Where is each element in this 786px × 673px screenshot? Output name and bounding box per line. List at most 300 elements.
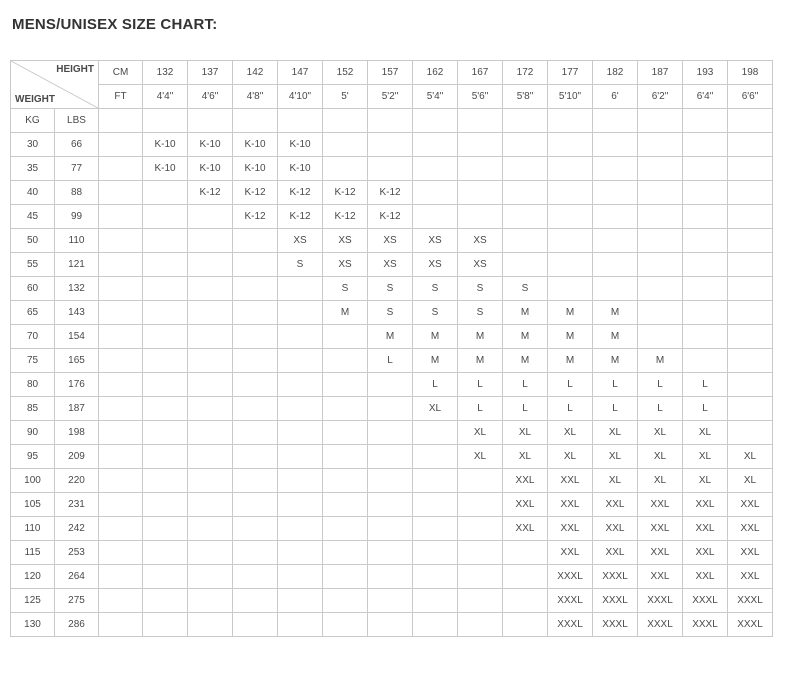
empty-cell xyxy=(143,277,188,301)
weight-lbs-13: 209 xyxy=(55,445,99,469)
table-row xyxy=(11,397,773,421)
empty-cell xyxy=(413,493,458,517)
empty-cell xyxy=(683,133,728,157)
empty-cell xyxy=(233,301,278,325)
size-cell-6-7: S xyxy=(413,277,458,301)
empty-cell xyxy=(548,229,593,253)
table-row xyxy=(11,613,773,637)
empty-cell xyxy=(233,541,278,565)
empty-cell xyxy=(278,421,323,445)
unit-header-lbs: LBS xyxy=(55,109,99,133)
weight-lbs-9: 165 xyxy=(55,349,99,373)
empty-cell xyxy=(458,493,503,517)
size-cell-10-8: L xyxy=(458,373,503,397)
empty-cell xyxy=(233,589,278,613)
size-cell-16-9: XXL xyxy=(503,517,548,541)
table-row xyxy=(11,445,773,469)
size-cell-16-11: XXL xyxy=(593,517,638,541)
size-cell-9-8: M xyxy=(458,349,503,373)
weight-kg-15: 105 xyxy=(11,493,55,517)
empty-cell xyxy=(413,157,458,181)
empty-cell xyxy=(503,205,548,229)
empty-cell xyxy=(99,589,143,613)
empty-cell xyxy=(728,229,773,253)
weight-lbs-6: 132 xyxy=(55,277,99,301)
empty-cell xyxy=(368,541,413,565)
size-cell-5-6: XS xyxy=(368,253,413,277)
empty-cell xyxy=(458,517,503,541)
size-cell-11-13: L xyxy=(683,397,728,421)
size-cell-11-8: L xyxy=(458,397,503,421)
size-cell-12-13: XL xyxy=(683,421,728,445)
empty-cell xyxy=(143,445,188,469)
empty-cell xyxy=(99,181,143,205)
empty-cell xyxy=(278,541,323,565)
empty-cell xyxy=(413,205,458,229)
size-cell-19-10: XXXL xyxy=(548,589,593,613)
weight-lbs-18: 264 xyxy=(55,565,99,589)
empty-cell xyxy=(368,373,413,397)
size-cell-5-4: S xyxy=(278,253,323,277)
height-cm-header-1: 137 xyxy=(188,61,233,85)
size-cell-2-6: K-12 xyxy=(368,181,413,205)
height-cm-header-8: 172 xyxy=(503,61,548,85)
empty-cell xyxy=(593,157,638,181)
size-cell-9-11: M xyxy=(593,349,638,373)
empty-cell xyxy=(728,181,773,205)
empty-cell xyxy=(323,133,368,157)
empty-cell xyxy=(323,349,368,373)
size-cell-15-12: XXL xyxy=(638,493,683,517)
height-ft-header-8: 5'8" xyxy=(503,85,548,109)
size-cell-2-3: K-12 xyxy=(233,181,278,205)
empty-cell xyxy=(413,565,458,589)
weight-lbs-8: 154 xyxy=(55,325,99,349)
empty-cell xyxy=(728,133,773,157)
empty-cell xyxy=(323,157,368,181)
size-cell-15-13: XXL xyxy=(683,493,728,517)
empty-cell xyxy=(368,517,413,541)
table-row xyxy=(11,541,773,565)
empty-cell xyxy=(323,493,368,517)
size-cell-15-14: XXL xyxy=(728,493,773,517)
empty-cell xyxy=(413,445,458,469)
table-row xyxy=(11,325,773,349)
empty-cell xyxy=(233,277,278,301)
height-ft-header-1: 4'6" xyxy=(188,85,233,109)
height-ft-header-7: 5'6" xyxy=(458,85,503,109)
size-cell-17-14: XXL xyxy=(728,541,773,565)
size-cell-14-10: XXL xyxy=(548,469,593,493)
size-cell-18-11: XXXL xyxy=(593,565,638,589)
size-cell-7-11: M xyxy=(593,301,638,325)
spacer-cell xyxy=(368,109,413,133)
spacer-cell xyxy=(683,109,728,133)
weight-axis-label: WEIGHT xyxy=(15,94,55,105)
empty-cell xyxy=(323,373,368,397)
weight-kg-10: 80 xyxy=(11,373,55,397)
weight-kg-1: 35 xyxy=(11,157,55,181)
empty-cell xyxy=(143,469,188,493)
size-cell-14-14: XL xyxy=(728,469,773,493)
table-row xyxy=(11,301,773,325)
table-row xyxy=(11,565,773,589)
size-cell-2-5: K-12 xyxy=(323,181,368,205)
empty-cell xyxy=(323,325,368,349)
size-cell-15-11: XXL xyxy=(593,493,638,517)
empty-cell xyxy=(503,157,548,181)
empty-cell xyxy=(143,181,188,205)
weight-lbs-3: 99 xyxy=(55,205,99,229)
empty-cell xyxy=(143,325,188,349)
spacer-cell xyxy=(458,109,503,133)
empty-cell xyxy=(458,157,503,181)
empty-cell xyxy=(99,253,143,277)
size-cell-18-14: XXL xyxy=(728,565,773,589)
weight-kg-7: 65 xyxy=(11,301,55,325)
size-chart-body xyxy=(11,61,773,637)
size-cell-4-5: XS xyxy=(323,229,368,253)
empty-cell xyxy=(458,565,503,589)
spacer-cell xyxy=(233,109,278,133)
weight-kg-14: 100 xyxy=(11,469,55,493)
empty-cell xyxy=(503,541,548,565)
empty-cell xyxy=(683,229,728,253)
empty-cell xyxy=(503,613,548,637)
size-cell-19-11: XXXL xyxy=(593,589,638,613)
height-ft-header-6: 5'4" xyxy=(413,85,458,109)
unit-header-ft: FT xyxy=(99,85,143,109)
table-row xyxy=(11,373,773,397)
spacer-cell xyxy=(323,109,368,133)
height-ft-header-12: 6'4" xyxy=(683,85,728,109)
empty-cell xyxy=(638,325,683,349)
size-cell-20-14: XXXL xyxy=(728,613,773,637)
size-cell-13-12: XL xyxy=(638,445,683,469)
empty-cell xyxy=(728,397,773,421)
empty-cell xyxy=(323,517,368,541)
size-cell-11-7: XL xyxy=(413,397,458,421)
size-cell-8-6: M xyxy=(368,325,413,349)
empty-cell xyxy=(233,565,278,589)
spacer-cell xyxy=(503,109,548,133)
weight-lbs-20: 286 xyxy=(55,613,99,637)
size-cell-14-11: XL xyxy=(593,469,638,493)
empty-cell xyxy=(233,613,278,637)
size-cell-18-12: XXL xyxy=(638,565,683,589)
weight-lbs-16: 242 xyxy=(55,517,99,541)
empty-cell xyxy=(143,253,188,277)
weight-kg-3: 45 xyxy=(11,205,55,229)
empty-cell xyxy=(188,541,233,565)
weight-kg-0: 30 xyxy=(11,133,55,157)
table-row xyxy=(11,205,773,229)
empty-cell xyxy=(188,229,233,253)
height-ft-header-2: 4'8" xyxy=(233,85,278,109)
weight-lbs-14: 220 xyxy=(55,469,99,493)
height-cm-header-5: 157 xyxy=(368,61,413,85)
size-cell-9-10: M xyxy=(548,349,593,373)
empty-cell xyxy=(278,445,323,469)
empty-cell xyxy=(593,205,638,229)
weight-lbs-5: 121 xyxy=(55,253,99,277)
empty-cell xyxy=(683,325,728,349)
empty-cell xyxy=(188,565,233,589)
spacer-cell xyxy=(278,109,323,133)
empty-cell xyxy=(278,277,323,301)
empty-cell xyxy=(728,325,773,349)
empty-cell xyxy=(143,493,188,517)
size-cell-11-10: L xyxy=(548,397,593,421)
size-chart-container xyxy=(10,60,773,637)
size-cell-17-10: XXL xyxy=(548,541,593,565)
table-row xyxy=(11,229,773,253)
empty-cell xyxy=(188,205,233,229)
empty-cell xyxy=(683,205,728,229)
size-cell-10-13: L xyxy=(683,373,728,397)
empty-cell xyxy=(143,349,188,373)
empty-cell xyxy=(593,181,638,205)
spacer-cell xyxy=(99,109,143,133)
size-cell-8-8: M xyxy=(458,325,503,349)
empty-cell xyxy=(143,373,188,397)
size-cell-19-12: XXXL xyxy=(638,589,683,613)
empty-cell xyxy=(728,373,773,397)
empty-cell xyxy=(99,397,143,421)
table-row xyxy=(11,157,773,181)
empty-cell xyxy=(728,157,773,181)
empty-cell xyxy=(548,133,593,157)
weight-lbs-12: 198 xyxy=(55,421,99,445)
empty-cell xyxy=(233,421,278,445)
height-cm-header-4: 152 xyxy=(323,61,368,85)
size-cell-8-7: M xyxy=(413,325,458,349)
empty-cell xyxy=(638,205,683,229)
empty-cell xyxy=(188,301,233,325)
empty-cell xyxy=(233,517,278,541)
size-cell-11-9: L xyxy=(503,397,548,421)
spacer-cell xyxy=(413,109,458,133)
empty-cell xyxy=(593,133,638,157)
empty-cell xyxy=(458,469,503,493)
header-row-weight-units xyxy=(11,109,773,133)
size-cell-2-2: K-12 xyxy=(188,181,233,205)
empty-cell xyxy=(413,421,458,445)
header-row-ft xyxy=(11,85,773,109)
empty-cell xyxy=(323,397,368,421)
empty-cell xyxy=(99,565,143,589)
empty-cell xyxy=(413,589,458,613)
height-ft-header-5: 5'2" xyxy=(368,85,413,109)
height-cm-header-0: 132 xyxy=(143,61,188,85)
empty-cell xyxy=(188,277,233,301)
height-cm-header-2: 142 xyxy=(233,61,278,85)
empty-cell xyxy=(548,157,593,181)
spacer-cell xyxy=(188,109,233,133)
size-cell-8-11: M xyxy=(593,325,638,349)
weight-lbs-4: 110 xyxy=(55,229,99,253)
size-cell-3-4: K-12 xyxy=(278,205,323,229)
empty-cell xyxy=(143,613,188,637)
unit-header-kg: KG xyxy=(11,109,55,133)
size-cell-5-7: XS xyxy=(413,253,458,277)
weight-lbs-11: 187 xyxy=(55,397,99,421)
weight-lbs-0: 66 xyxy=(55,133,99,157)
size-cell-20-13: XXXL xyxy=(683,613,728,637)
size-cell-5-5: XS xyxy=(323,253,368,277)
table-row xyxy=(11,349,773,373)
empty-cell xyxy=(143,589,188,613)
spacer-cell xyxy=(728,109,773,133)
empty-cell xyxy=(143,397,188,421)
empty-cell xyxy=(278,397,323,421)
empty-cell xyxy=(728,301,773,325)
empty-cell xyxy=(638,277,683,301)
empty-cell xyxy=(188,253,233,277)
empty-cell xyxy=(503,181,548,205)
size-cell-2-4: K-12 xyxy=(278,181,323,205)
size-cell-3-5: K-12 xyxy=(323,205,368,229)
size-cell-18-13: XXL xyxy=(683,565,728,589)
empty-cell xyxy=(99,541,143,565)
size-cell-7-5: M xyxy=(323,301,368,325)
empty-cell xyxy=(323,589,368,613)
size-cell-1-1: K-10 xyxy=(143,157,188,181)
empty-cell xyxy=(99,373,143,397)
size-cell-20-11: XXXL xyxy=(593,613,638,637)
size-cell-14-12: XL xyxy=(638,469,683,493)
empty-cell xyxy=(188,517,233,541)
empty-cell xyxy=(368,397,413,421)
empty-cell xyxy=(728,349,773,373)
size-cell-0-4: K-10 xyxy=(278,133,323,157)
weight-kg-5: 55 xyxy=(11,253,55,277)
empty-cell xyxy=(233,349,278,373)
table-row xyxy=(11,469,773,493)
size-cell-12-8: XL xyxy=(458,421,503,445)
empty-cell xyxy=(638,181,683,205)
size-cell-12-9: XL xyxy=(503,421,548,445)
empty-cell xyxy=(503,589,548,613)
size-cell-4-6: XS xyxy=(368,229,413,253)
empty-cell xyxy=(143,301,188,325)
size-cell-13-13: XL xyxy=(683,445,728,469)
empty-cell xyxy=(548,181,593,205)
empty-cell xyxy=(323,613,368,637)
empty-cell xyxy=(638,157,683,181)
empty-cell xyxy=(233,445,278,469)
empty-cell xyxy=(99,133,143,157)
empty-cell xyxy=(683,253,728,277)
size-cell-16-14: XXL xyxy=(728,517,773,541)
size-cell-7-10: M xyxy=(548,301,593,325)
empty-cell xyxy=(503,229,548,253)
table-row xyxy=(11,589,773,613)
size-cell-20-10: XXXL xyxy=(548,613,593,637)
empty-cell xyxy=(458,541,503,565)
size-cell-12-10: XL xyxy=(548,421,593,445)
empty-cell xyxy=(638,253,683,277)
empty-cell xyxy=(233,397,278,421)
empty-cell xyxy=(368,589,413,613)
empty-cell xyxy=(413,181,458,205)
empty-cell xyxy=(458,613,503,637)
empty-cell xyxy=(368,469,413,493)
size-cell-19-13: XXXL xyxy=(683,589,728,613)
size-cell-6-5: S xyxy=(323,277,368,301)
empty-cell xyxy=(413,133,458,157)
size-cell-9-7: M xyxy=(413,349,458,373)
size-cell-12-12: XL xyxy=(638,421,683,445)
weight-kg-13: 95 xyxy=(11,445,55,469)
empty-cell xyxy=(143,541,188,565)
size-cell-7-6: S xyxy=(368,301,413,325)
size-cell-0-1: K-10 xyxy=(143,133,188,157)
empty-cell xyxy=(278,613,323,637)
empty-cell xyxy=(99,613,143,637)
empty-cell xyxy=(143,421,188,445)
size-cell-8-9: M xyxy=(503,325,548,349)
size-cell-1-3: K-10 xyxy=(233,157,278,181)
height-cm-header-13: 198 xyxy=(728,61,773,85)
weight-lbs-1: 77 xyxy=(55,157,99,181)
empty-cell xyxy=(278,589,323,613)
empty-cell xyxy=(728,277,773,301)
size-cell-8-10: M xyxy=(548,325,593,349)
weight-lbs-10: 176 xyxy=(55,373,99,397)
empty-cell xyxy=(413,469,458,493)
size-cell-15-10: XXL xyxy=(548,493,593,517)
height-cm-header-7: 167 xyxy=(458,61,503,85)
size-cell-16-10: XXL xyxy=(548,517,593,541)
table-row xyxy=(11,517,773,541)
spacer-cell xyxy=(143,109,188,133)
size-cell-18-10: XXXL xyxy=(548,565,593,589)
size-cell-6-9: S xyxy=(503,277,548,301)
size-cell-9-9: M xyxy=(503,349,548,373)
empty-cell xyxy=(278,517,323,541)
size-cell-20-12: XXXL xyxy=(638,613,683,637)
empty-cell xyxy=(728,205,773,229)
empty-cell xyxy=(593,277,638,301)
size-cell-7-8: S xyxy=(458,301,503,325)
empty-cell xyxy=(99,157,143,181)
empty-cell xyxy=(278,493,323,517)
size-cell-7-9: M xyxy=(503,301,548,325)
spacer-cell xyxy=(593,109,638,133)
table-row xyxy=(11,133,773,157)
corner-header-cell xyxy=(11,61,99,109)
size-cell-11-12: L xyxy=(638,397,683,421)
empty-cell xyxy=(458,589,503,613)
empty-cell xyxy=(99,445,143,469)
empty-cell xyxy=(278,373,323,397)
empty-cell xyxy=(233,373,278,397)
weight-lbs-7: 143 xyxy=(55,301,99,325)
empty-cell xyxy=(99,469,143,493)
table-row xyxy=(11,277,773,301)
empty-cell xyxy=(368,157,413,181)
empty-cell xyxy=(638,133,683,157)
size-chart-table xyxy=(10,60,773,637)
size-cell-14-9: XXL xyxy=(503,469,548,493)
size-cell-11-11: L xyxy=(593,397,638,421)
height-ft-header-4: 5' xyxy=(323,85,368,109)
empty-cell xyxy=(233,469,278,493)
size-cell-10-11: L xyxy=(593,373,638,397)
empty-cell xyxy=(368,565,413,589)
weight-lbs-19: 275 xyxy=(55,589,99,613)
